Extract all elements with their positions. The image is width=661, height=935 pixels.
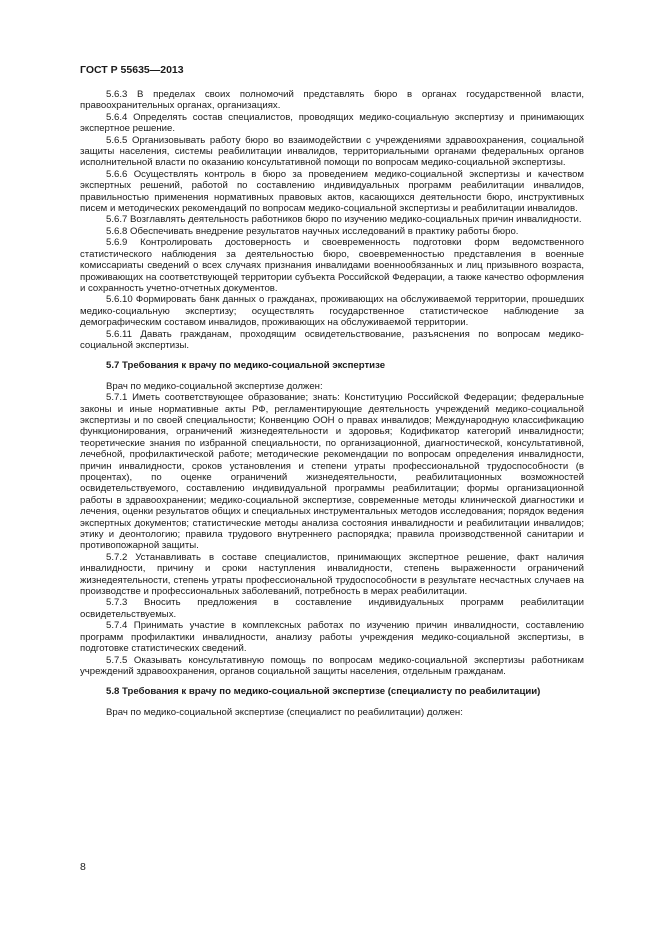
paragraph-5-7-5: 5.7.5 Оказывать консультативную помощь по вопросам медико-социальной экспертизы работникам учреждений здравоохранения, органов социальной защиты населения, отдельным гражданам. — [80, 654, 584, 677]
paragraph-5-6-9: 5.6.9 Контролировать достоверность и своевременность подготовки форм ведомственного статистического наблюдения за деятельностью бюро, своевременностью представления в военные комиссариаты сведений о всех случаях признания инвалидами военнообязанных и лиц призывного возраста, проживающих на соответствующей территории субъекта Российской Федерации, а также качество оформления и сохранность учетно-отчетных документов. — [80, 237, 584, 294]
section-heading-5-8: 5.8 Требования к врачу по медико-социальной экспертизе (специалисту по реабилитации) — [106, 686, 541, 698]
paragraph-5-7-1: 5.7.1 Иметь соответствующее образование; знать: Конституцию Российской Федерации; федеральные законы и иные нормативные акты РФ, регламентирующие деятельность учреждений медико-социальной экспертизы и по своей специальности; Конвенцию ООН о правах инвалидов; Международную классификацию функционирования, ограничений жизнедеятельности и здоровья; Кодификатор категорий инвалидности; теоретические знания по избранной специальности, по организационной, диагностической, консультативной, лечебной, профилактической работе; методические рекомендации по вопросам определения инвалидности, причин инвалидности, сроков установления и степени утраты профессиональной трудоспособности (в процентах), по оценке ограничений жизнедеятельности, реабилитационных возможностей освидетельствуемого, составлению индивидуальной программы реабилитации; формы организационной работы в здравоохранении; медико-социальной экспертизе, современные методы клинической диагностики и лечения, оценки результатов общих и специальных инструментальных методов исследования; порядок ведения экспертных документов; статистические методы анализа состояния инвалидности и реабилитации инвалидов; этику и деонтологию; правила трудового внутреннего распорядка; правила производственной санитарии и противопожарной защиты. — [80, 392, 584, 552]
page-number: 8 — [80, 861, 86, 873]
paragraph-5-7-3: 5.7.3 Вносить предложения в составление индивидуальных программ реабилитации освидетельствуемых. — [80, 597, 584, 620]
paragraph-5-7-4: 5.7.4 Принимать участие в комплексных работах по изучению причин инвалидности, составлению программ профилактики инвалидности, анализу работы учреждения медико-социальной экспертизы, в подготовке статистических сведений. — [80, 620, 584, 655]
paragraph-5-6-10: 5.6.10 Формировать банк данных о гражданах, проживающих на обслуживаемой территории, прошедших медико-социальную экспертизу; осуществлять государственное статистическое наблюдение за демографическим составом инвалидов, проживающих на обслуживаемой территории. — [80, 294, 584, 329]
section-heading-5-7: 5.7 Требования к врачу по медико-социальной экспертизе — [106, 360, 386, 372]
paragraph-5-6-4: 5.6.4 Определять состав специалистов, проводящих медико-социальную экспертизу и принимающих экспертное решение. — [80, 111, 584, 135]
paragraph-5-6-5: 5.6.5 Организовывать работу бюро во взаимодействии с учреждениями здравоохранения, социальной защиты населения, системы реабилитации инвалидов, территориальными органами федеральных органов исполнительной власти по оказанию консультативной помощи по вопросам медико-социальной экспертизы. — [80, 134, 584, 169]
paragraph-5-7-intro: Врач по медико-социальной экспертизе должен: — [106, 380, 323, 392]
paragraph-5-6-8: 5.6.8 Обеспечивать внедрение результатов научных исследований в практику работы бюро. — [106, 225, 519, 237]
paragraph-5-6-11: 5.6.11 Давать гражданам, проходящим освидетельствование, разъяснения по вопросам медико-социальной экспертизы. — [80, 328, 584, 351]
paragraph-5-6-6: 5.6.6 Осуществлять контроль в бюро за проведением медико-социальной экспертизы и качеством экспертных решений, работой по составлению индивидуальных программ реабилитации инвалидов, правильностью применения нормативных правовых актов, касающихся деятельности бюро, инструктивных писем и методических рекомендаций по вопросам медико-социальной экспертизы и реабилитации инвалидов. — [80, 168, 584, 215]
document-header: ГОСТ Р 55635—2013 — [80, 64, 184, 76]
paragraph-5-7-2: 5.7.2 Устанавливать в составе специалистов, принимающих экспертное решение, факт наличия инвалидности, причину и сроки наступления инвалидности, степень выраженности ограничений жизнедеятельности, степень утраты профессиональной трудоспособности в результате несчастных случаев на производстве и профессиональных заболеваний, потребность в мерах реабилитации. — [80, 551, 584, 598]
paragraph-5-6-7: 5.6.7 Возглавлять деятельность работников бюро по изучению медико-социальных причин инвалидности. — [106, 214, 582, 226]
paragraph-5-6-3: 5.6.3 В пределах своих полномочий представлять бюро в органах государственной власти, правоохранительных органах, организациях. — [80, 89, 584, 112]
document-body — [80, 89, 584, 718]
paragraph-5-8-intro: Врач по медико-социальной экспертизе (специалист по реабилитации) должен: — [106, 706, 463, 718]
